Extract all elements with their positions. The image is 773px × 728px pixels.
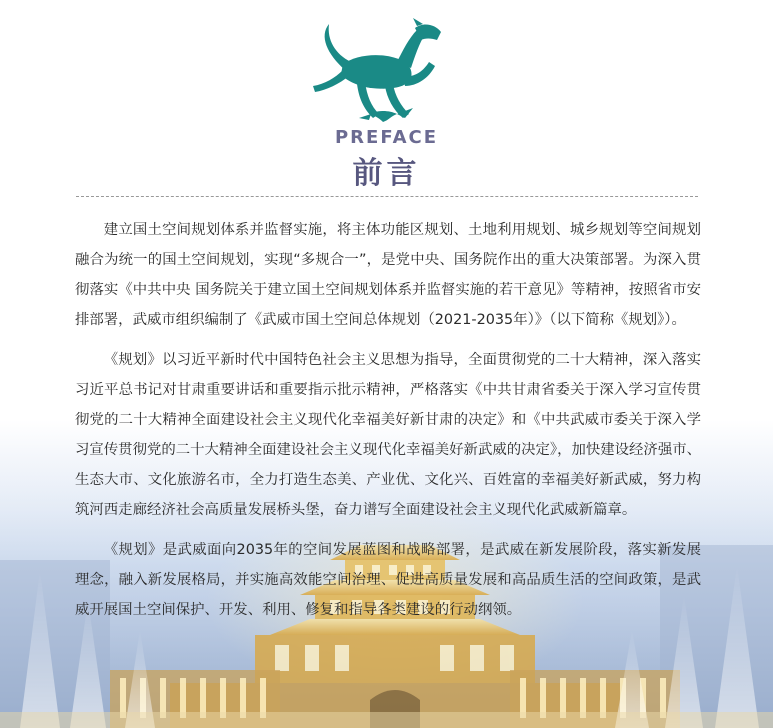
preface-header [0,0,773,200]
paragraph-1: 建立国土空间规划体系并监督实施，将主体功能区规划、土地利用规划、城乡规划等空间规划融合为统一的国土空间规划，实现“多规合一”，是党中央、国务院作出的重大决策部署。为深入贯彻落实《中共中央 国务院关于建立国土空间规划体系并监督实施的若干意见》等精神，按照省市安排部署，武威市组织编制了《武威市国土空间总体规划（2021-2035年）》（以下简称《规划》）。 [75,222,701,328]
paragraph-3: 《规划》是武威面向2035年的空间发展蓝图和战略部署，是武威在新发展阶段，落实新发展理念，融入新发展格局，并实施高效能空间治理、促进高质量发展和高品质生活的空间政策，是武威开展国土空间保护、开发、利用、修复和指导各类建设的行动纲领。 [75,542,701,618]
dashed-divider [76,196,698,197]
paragraph-2: 《规划》以习近平新时代中国特色社会主义思想为指导，全面贯彻党的二十大精神，深入落实习近平总书记对甘肃重要讲话和重要指示批示精神，严格落实《中共甘肃省委关于深入学习宣传贯彻党的二十大精神全面建设社会主义现代化幸福美好新甘肃的决定》和《中共武威市委关于深入学习宣传贯彻党的二十大精神全面建设社会主义现代化幸福美好新武威的决定》，加快建设经济强市、生态大市、文化旅游名市，全力打造生态美、产业优、文化兴、百姓富的幸福美好新武威，努力构筑河西走廊经济社会高质量发展桥头堡，奋力谱写全面建设社会主义现代化武威新篇章。 [75,352,701,518]
page-title: 前言 [352,156,421,191]
preface-body [75,215,701,635]
preface-label: PREFACE [334,127,438,148]
galloping-horse-icon [305,18,455,123]
